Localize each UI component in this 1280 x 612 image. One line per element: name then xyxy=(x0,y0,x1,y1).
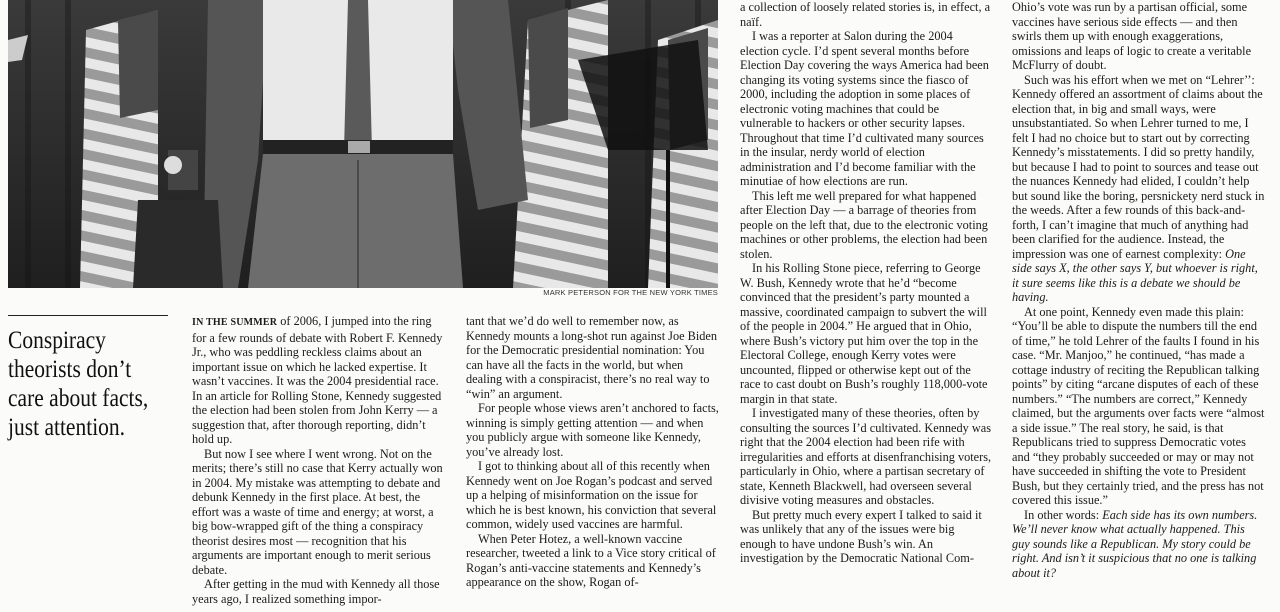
paragraph: This left me well prepared for what happened after Election Day — a barrage of theories from people on the left that, due to the electronic voting machines or other problems, the election had been stolen. xyxy=(740,188,988,261)
article-column-4 xyxy=(1012,0,1265,580)
article-column-1 xyxy=(192,314,445,606)
paragraph: I was a reporter at Salon during the 2004 election cycle. I’d spent several months before Election Day covering the ways America had been changing its voting systems since the fiasco of 2000, including the adoption in some places of electronic voting machines that could be vulnerable to hackers or other security lapses. Throughout that time I’d cultivated many sources in the insular, nerdy world of election administration and I’d become familiar with the minutiae of how elections are run. xyxy=(740,29,989,188)
paragraph: When Peter Hotez, a well-known vaccine researcher, tweeted a link to a Vice story critical of Rogan’s anti-vaccine statements and Kennedy’s appearance on the show, Rogan of- xyxy=(466,531,716,589)
article-kicker: IN THE SUMMER xyxy=(192,317,278,328)
paragraph: But pretty much every expert I talked to said it was unlikely that any of the issues were big enough to have undone Bush’s win. An investigation by the Democratic National Com- xyxy=(740,507,982,565)
paragraph: For people whose views aren’t anchored to facts, winning is simply getting attention — and when you publicly argue with someone like Kennedy, you’ve already lost. xyxy=(466,401,719,459)
article-column-2 xyxy=(466,314,719,590)
italic-quote: Each side has its own numbers. We’ll never know what actually happened. This guy sounds like a Republican. My story could be right. And isn’t it suspicious that no one is talking about it? xyxy=(1012,507,1258,580)
photo-illustration xyxy=(8,0,718,288)
paragraph: After getting in the mud with Kennedy all those years ago, I realized something impor- xyxy=(192,577,440,606)
paragraph: a collection of loosely related stories is, in effect, a naïf. xyxy=(740,0,991,29)
paragraph: I got to thinking about all of this recently when Kennedy went on Joe Rogan’s podcast and served up a helping of misinformation on the issue for which he is best known, his conviction that several common, widely used vaccines are harmful. xyxy=(466,459,717,531)
paragraph: Such was his effort when we met on “Lehrer’’: Kennedy offered an assortment of claims about the election that, in big and small ways, were unsubstantiated. So when Lehrer turned to me, I felt I had no choice but to start out by correcting Kennedy’s misstatements. I did so pretty handily, but because I had to point to sources and tease out the nuances Kennedy had elided, I couldn’t help but sound like the boring, persnickety nerd stuck in the weeds. After a few rounds of this back-and-forth, I can’t imagine that much of anything had been clarified for the audience. Instead, the impression was one of earnest complexity: xyxy=(1012,72,1265,261)
paragraph: At one point, Kennedy even made this plain: “You’ll be able to dispute the numbers till the end of time,” he told Lehrer of the faults I found in his case. “Mr. Manjoo,” he continued, “has made a cottage industry of reciting the Republican talking points” by citing “arcane disputes of each of these numbers.” “The numbers are correct,” Kennedy claimed, but the arguments over facts were “almost a side issue.” The real story, he said, is that Republicans tried to suppress Democratic votes and “they probably succeeded or may or may not have succeeded in shifting the vote to President Bush, but they certainly tried, and the press has not covered this issue.” xyxy=(1012,304,1265,507)
paragraph: tant that we’d do well to remember now, as Kennedy mounts a long-shot run against Joe Biden for the Democratic presidential nomination: You can have all the facts in the world, but when dealing with a conspiracist, there’s no real way to “win” an argument. xyxy=(466,314,718,401)
paragraph: But now I see where I went wrong. Not on the merits; there’s still no case that Kerry actually won in 2004. My mistake was attempting to debate and debunk Kennedy in the first place. At best, the effort was a waste of time and energy; at worst, a big bow-wrapped gift of the thing a conspiracy theorist desires most — recognition that his arguments are important enough to merit serious debate. xyxy=(192,446,443,577)
paragraph: of 2006, I jumped into the ring for a few rounds of debate with Robert F. Kennedy Jr., who was peddling reckless claims about an important issue on which he lacked expertise. It wasn’t vaccines. It was the 2004 presidential race. In an article for Rolling Stone, Kennedy suggested the election had been stolen from John Kerry — a suggestion that, after thorough reporting, didn’t hold up. xyxy=(192,314,443,446)
paragraph: Ohio’s vote was run by a partisan official, some vaccines have serious side effects — and then swirls them up with enough exaggerations, omissions and leaps of logic to create a veritable McFlurry of doubt. xyxy=(1012,0,1252,72)
paragraph: In his Rolling Stone piece, referring to George W. Bush, Kennedy wrote that he’d “become convinced that the president’s party mounted a massive, coordinated campaign to subvert the will of the people in 2004.” He argued that in Ohio, where Bush’s victory put him over the top in the Electoral College, enough Kerry votes were uncounted, flipped or otherwise kept out of the race to cast doubt on Bush’s roughly 118,000-vote margin in that state. xyxy=(740,261,988,406)
article-photo xyxy=(8,0,718,288)
pullquote-rule xyxy=(8,315,168,316)
italic-quote: One side says X, the other says Y, but whoever is right, it sure seems like this is a debate we should be having. xyxy=(1012,246,1258,304)
article-column-3 xyxy=(740,0,993,566)
pullquote: Conspiracy theorists don’t care about facts, just attention. xyxy=(8,327,149,441)
paragraph: I investigated many of these theories, often by consulting the sources I’d cultivated. Kennedy was right that the 2004 election had been rife with irregularities and efforts at disenfranchising voters, particularly in Ohio, where a partisan secretary of state, Kenneth Blackwell, had overseen several divisive voting measures and obstacles. xyxy=(740,406,992,507)
photo-credit: MARK PETERSON FOR THE NEW YORK TIMES xyxy=(543,288,718,297)
paragraph: In other words: xyxy=(1024,507,1100,522)
